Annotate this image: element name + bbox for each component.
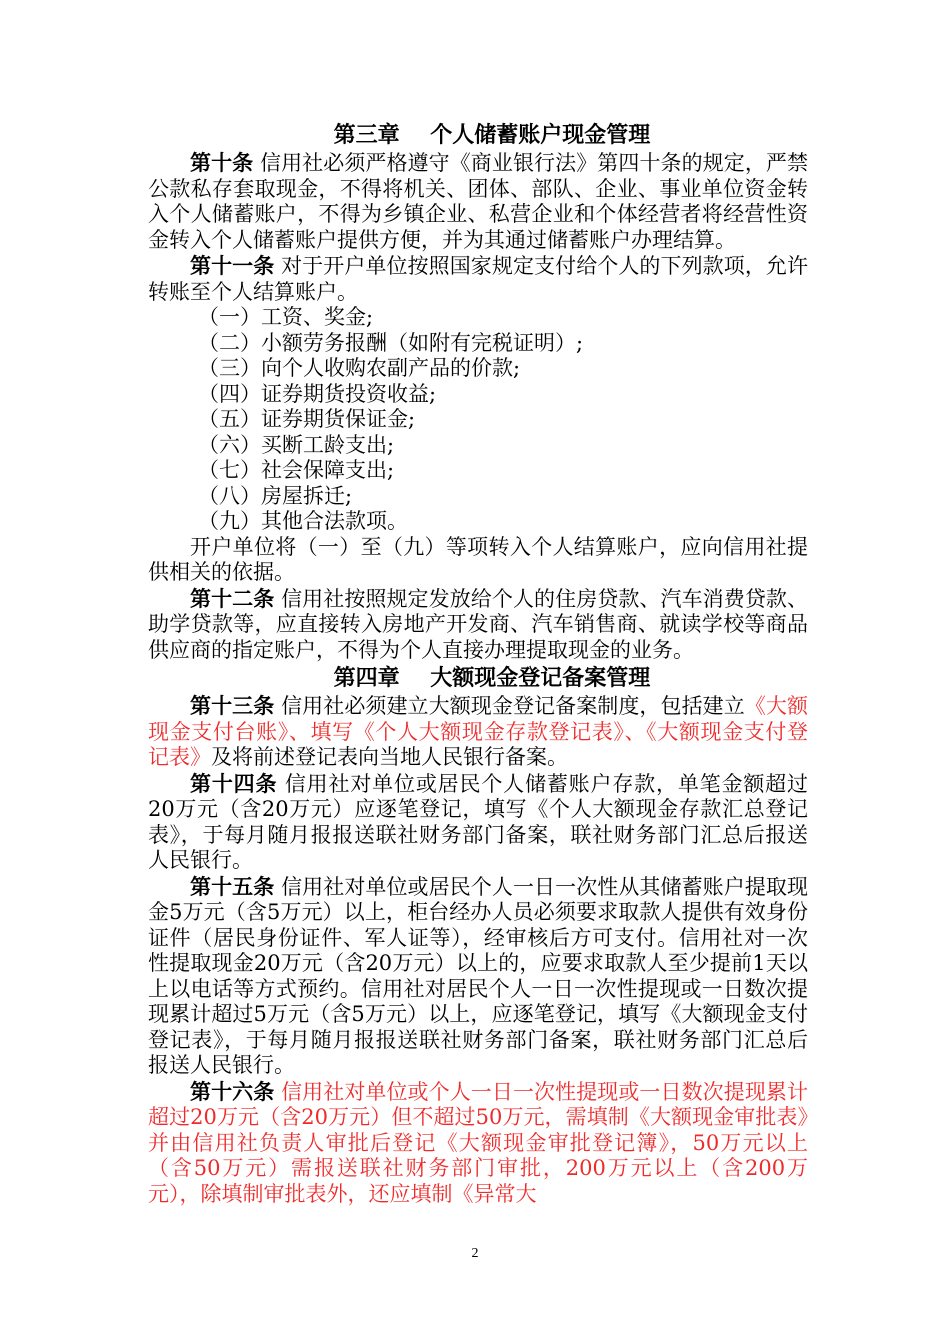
article-11-item: （六）买断工龄支出; [198,432,395,457]
article-15 [148,874,808,1079]
document-body [148,120,808,1207]
article-11-item: （七）社会保障支出; [198,458,395,482]
article-15-text: 信用社对单位或居民个人一日一次性从其储蓄账户提取现金5万元（含5万元）以上，柜台经办人员必须要求取款人提供有效身份证件（居民身份证件、军人证等），经审核后方可支付。信用社对一次性提取现金20万元（含20万元）以上的，应要求取款人至少提前1天以上以电话等方式预约。信用社对居民个人一日一次性提现或一日数次提现累计超过5万元（含5万元）以上，应逐笔登记，填写《大额现金支付登记表》，于每月随月报报送联社财务部门备案，联社财务部门汇总后报送人民银行。 [148,874,808,1077]
article-11-closing: 开户单位将（一）至（九）等项转入个人结算账户，应向信用社提供相关的依据。 [148,534,808,584]
article-10-text: 信用社必须严格遵守《商业银行法》第四十条的规定，严禁公款私存套取现金，不得将机关、团体、部队、企业、事业单位资金转入个人储蓄账户，不得为乡镇企业、私营企业和个体经营者将经营性资金转入个人储蓄账户提供方便，并为其通过储蓄账户办理结算。 [148,151,808,252]
article-10 [148,150,808,253]
article-16-text: 信用社对单位或个人一日一次性提现或一日数次提现累计超过20万元（含20万元）但不超过50万元，需填制《大额现金审批表》并由信用社负责人审批后登记《大额现金审批登记簿》，50万元以上（含50万元）需报送联社财务部门审批，200万元以上（含200万元），除填制审批表外，还应填制《异常大 [148,1079,808,1206]
article-11-item: （九）其他合法款项。 [198,509,408,533]
article-16-title: 第十六条 [190,1078,275,1104]
article-11-item: （四）证券期货投资收益; [198,381,437,406]
article-14 [148,771,808,874]
article-14-title: 第十四条 [190,770,278,796]
article-11-item: （一）工资、奖金; [198,305,374,329]
article-13 [148,693,808,771]
article-11-item: （三）向个人收购农副产品的价款; [198,356,521,380]
article-13-highlight: 《大额现金支付台账》、填写《个人大额现金存款登记表》、《大额现金支付登记表》 [148,694,809,769]
article-11-item: （二）小额劳务报酬（如附有完税证明）; [198,330,584,355]
article-11-text: 对于开户单位按照国家规定支付给个人的下列款项，允许转账至个人结算账户。 [148,254,808,304]
article-11 [148,253,808,305]
article-13-text: 信用社必须建立大额现金登记备案制度，包括建立 [274,694,745,718]
article-12-title: 第十二条 [190,585,275,611]
article-12-text: 信用社按照规定发放给个人的住房贷款、汽车消费贷款、助学贷款等，应直接转入房地产开发商、汽车销售商、就读学校等商品供应商的指定账户，不得为个人直接办理提取现金的业务。 [148,586,808,662]
article-13-title: 第十三条 [190,693,275,718]
article-11-item: （五）证券期货保证金; [198,407,416,431]
article-14-text: 信用社对单位或居民个人储蓄账户存款，单笔金额超过20万元（含20万元）应逐笔登记，填写《个人大额现金存款汇总登记表》，于每月随月报报送联社财务部门备案，联社财务部门汇总后报送人民银行。 [148,771,808,872]
article-13-text-end: 及将前述登记表向当地人民银行备案。 [211,745,568,769]
article-10-title: 第十条 [190,150,254,175]
chapter-3-heading: 第三章 个人储蓄账户现金管理 [333,122,651,148]
article-16 [148,1079,808,1208]
article-11-item: （八）房屋拆迁; [198,483,353,508]
article-12 [148,586,808,664]
page-number: 2 [471,1246,479,1261]
article-11-title: 第十一条 [190,253,275,278]
article-15-title: 第十五条 [190,873,275,899]
chapter-4-heading: 第四章 大额现金登记备案管理 [333,665,651,691]
